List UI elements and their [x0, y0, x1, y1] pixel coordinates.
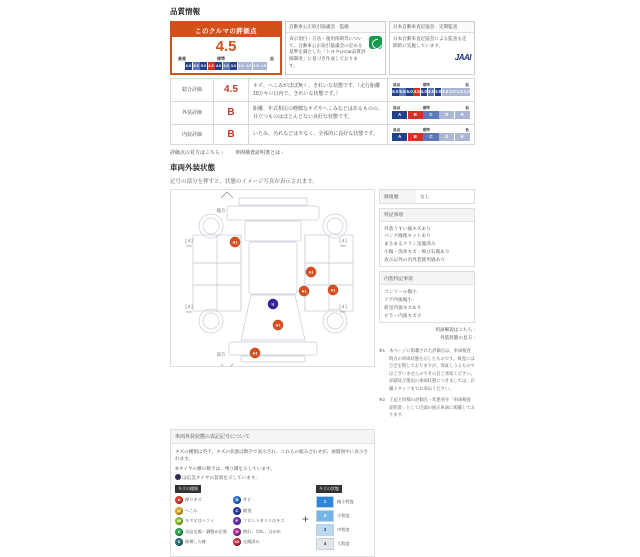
evaluation-scale-cell: 4.0	[420, 89, 428, 94]
evaluation-scale-cell: C	[423, 133, 438, 141]
legend-type-item	[233, 496, 285, 504]
legend-type-caption: キズの種類	[175, 485, 201, 493]
legend-level-chip: 1	[316, 496, 334, 508]
damage-marker-label: A1	[308, 269, 314, 274]
legend-type-dot: XX	[234, 539, 240, 545]
score-scale-cells	[176, 62, 276, 70]
legend-type-dot: A	[175, 496, 183, 504]
exterior-section-title: 車両外装状態	[170, 162, 215, 172]
damage-marker[interactable]	[328, 284, 338, 294]
evaluation-row-description: キズ、へこみがほぼ無く、きれいな状態です。（走行距離10万キロ以内で、きれいな状態です。）	[249, 78, 388, 101]
evaluation-table	[170, 78, 475, 145]
legend-type-dot: B	[233, 496, 241, 504]
legend-type-label: 修理した跡	[185, 539, 206, 545]
tire-depth-value: [ 4 ]	[339, 237, 347, 243]
legend-type-label: 良品交換・調整が必要	[185, 528, 227, 534]
car-diagram-svg[interactable]	[171, 190, 374, 366]
evaluation-row	[171, 124, 475, 144]
evaluation-scale-cell: 4.5	[413, 89, 420, 94]
legend-type-dot: C	[233, 507, 241, 515]
footnotes	[379, 347, 475, 419]
evaluation-scale-cell: 5.0	[406, 89, 413, 94]
legend-level-label: 中程度	[337, 527, 350, 533]
legend-type-dot: H	[233, 528, 241, 536]
tire-depth-value: [ 4 ]	[339, 303, 347, 309]
evaluation-scale-cell: D	[439, 111, 454, 119]
exterior-section-subtitle: 記号の部分を押すと、状態のイメージ写真が表示されます。	[170, 178, 318, 185]
interior-notes-panel	[379, 271, 475, 323]
legend-level-item	[316, 510, 372, 522]
legend-type-dot: X	[175, 528, 183, 536]
evaluation-scale-cell: D	[439, 133, 454, 141]
score-scale-cell: 5.5	[193, 62, 199, 68]
damage-marker[interactable]	[299, 285, 309, 295]
top-link-1[interactable]: 車両検査証明書とは ›	[235, 149, 283, 156]
legend-level-label: 大程度	[337, 541, 350, 547]
evaluation-row	[171, 101, 475, 124]
score-scale-cell: 4.5	[208, 62, 214, 68]
legend-type-label: 擦りキズ	[185, 497, 202, 503]
evaluation-scale-cell: C	[423, 111, 438, 119]
legend-level-chip: 2	[316, 510, 334, 522]
legend-level-item	[316, 538, 372, 550]
cert-box-jaai	[389, 21, 475, 75]
legend-type-dot: P	[233, 517, 241, 525]
legend-level-label: 小程度	[337, 513, 350, 519]
evaluation-scale-cell: 1.0	[463, 89, 470, 94]
legend-type-item	[233, 528, 285, 536]
legend-plus-icon: +	[302, 511, 310, 526]
scale-label-low: 最高	[393, 106, 401, 110]
car-diagram[interactable]	[170, 189, 375, 367]
tire-depth-unit: mm	[186, 243, 192, 248]
interior-note-item: コンソール傷小	[384, 289, 417, 295]
special-note-item: まるまるクリン実施済み	[384, 241, 436, 246]
score-scale	[176, 56, 276, 70]
evaluation-scale-cell: 6.0	[392, 89, 399, 94]
damage-marker-label: A1	[232, 239, 238, 244]
top-summary-row	[170, 21, 475, 75]
damage-marker[interactable]	[230, 236, 240, 246]
legend-title: 車両外装状態の表記記号について	[171, 430, 374, 444]
special-note-item: 表示以外の内外装使用感あり	[384, 256, 445, 262]
emergency-tire-icon	[175, 474, 181, 480]
legend-type-label: キズ又はヘコミ	[185, 518, 215, 524]
interior-note-item: ピラー内張キズ小	[384, 312, 422, 318]
cert-box-jaai-body: 日本自動車査定協会による監査も定期的に実施しています。	[393, 36, 467, 48]
side-link-1[interactable]: 外装状態の見方 ›	[379, 335, 475, 341]
evaluation-scale-cell: 2.0	[449, 89, 456, 94]
legend-type-label: フロントガラスのキズ	[242, 518, 285, 524]
special-note-item: パンク修理キットあり	[384, 233, 431, 239]
tire-depth-value: [ 4 ]	[185, 303, 193, 309]
score-scale-cell: 6.0	[185, 62, 192, 68]
overall-score-value: 4.5	[215, 37, 237, 55]
tire-depth-unit: mm	[186, 309, 192, 314]
top-links	[170, 149, 475, 156]
evaluation-row-label: 内装評価	[171, 124, 214, 144]
evaluation-scale-cell: 1.5	[456, 89, 463, 94]
special-notes-panel	[379, 208, 475, 268]
evaluation-scale-cell: E	[455, 133, 470, 141]
evaluation-scale-cell: B	[408, 111, 423, 119]
score-scale-cell: 3.5	[223, 62, 229, 68]
scale-label-low: 最高	[393, 83, 401, 87]
score-card-heading: このクルマの評価点	[172, 23, 280, 37]
legend-level-chip: 4	[316, 538, 334, 550]
legend-type-dot: W	[175, 517, 183, 525]
exterior-columns	[170, 189, 475, 423]
eco-mark-icon	[369, 36, 382, 49]
legend-level-chip: 3	[316, 524, 334, 536]
report-content	[170, 0, 475, 557]
footnote: ※2 上記と同様の評価点・状態表を「車両検査証明書」として店頭の展示車両に掲載しております。	[379, 397, 475, 418]
scale-label-mid: 標準	[422, 106, 430, 110]
evaluation-scale-cell: 3.5	[427, 89, 435, 94]
score-scale-cell: 1.5	[253, 62, 259, 68]
side-link-0[interactable]: 用語解説はこちら ›	[379, 327, 475, 333]
evaluation-row-label: 外装評価	[171, 101, 214, 124]
evaluation-scale-cell: 2.5	[442, 89, 449, 94]
top-link-0[interactable]: 評価点の見方はこちら ›	[170, 149, 223, 156]
cert-box-jaai-title: 日本自動車査定協会 定期監査	[390, 22, 474, 33]
damage-marker[interactable]	[250, 347, 260, 357]
special-note-item: 外装うすい線キズあり	[384, 225, 431, 231]
legend-level-item	[316, 496, 372, 508]
footnote: ※1 本ページに掲載された評価点は、車両検査時点の車両状態を示したものです。検査には万全を期しておりますが、保証しうるものではございませんのでその旨ご承知ください。詳細及び現況の車両状態につきましては、店舗スタッフまでお尋ねください。	[379, 348, 475, 391]
evaluation-row-label: 総合評価	[171, 78, 214, 101]
evaluation-row-scale	[388, 78, 475, 101]
special-notes-title: 特記事項	[380, 209, 474, 222]
legend-type-item	[175, 538, 227, 546]
legend-type-item	[233, 517, 285, 525]
legend-intro-2: ※タイヤの横の数字は、残り溝を示しています。	[175, 465, 275, 471]
legend-level-label: 極小程度	[337, 499, 354, 505]
damage-marker-label: A1	[330, 287, 336, 292]
legend-level-caption: キズの状態	[316, 485, 342, 493]
damage-marker[interactable]	[306, 266, 316, 276]
page-title: 品質情報	[170, 7, 200, 16]
scale-label-high: 低	[270, 55, 274, 61]
special-note-item: 小傷・洗車キズ・飛び石傷あり	[384, 248, 450, 254]
scale-label-mid: 標準	[217, 55, 225, 61]
evaluation-row	[171, 78, 475, 101]
jaai-logo: JAAI	[454, 53, 471, 63]
legend-level-item	[316, 524, 372, 536]
legend-intro-1: キズの種類は英字、キズの状態は数字で表示され、これらの組み合わせが、展開図中に表示されます。	[175, 448, 369, 462]
evaluation-row-grade: 4.5	[214, 78, 249, 101]
legend-type-label: サビ	[242, 497, 252, 503]
tire-depth-value: [ 4 ]	[185, 237, 193, 243]
evaluation-scale-cell: A	[392, 133, 407, 141]
legend-type-item	[175, 507, 227, 515]
scale-label-mid: 標準	[422, 127, 430, 132]
damage-marker[interactable]	[273, 319, 283, 329]
cert-box-jafa-title: 自動車公正取引協議会 監修	[286, 22, 385, 33]
repair-history-panel	[379, 189, 475, 204]
legend-type-label: 腐食	[242, 507, 252, 513]
scale-label-high: 低	[465, 106, 469, 110]
damage-marker-label: A1	[301, 288, 307, 293]
direction-rear-label: 後方	[216, 207, 226, 213]
cert-box-jafa-body: 表示項目・方法・運用体制等について、自動車公正取引協議会の定める基準を満たした「トヨタU-Car品質評価制度」に基づき作成しております。	[289, 36, 366, 68]
damage-marker-label: U	[271, 301, 275, 306]
tire-depth-unit: mm	[340, 243, 346, 248]
evaluation-scale-cell: E	[455, 111, 470, 119]
evaluation-row-description: 距離、年式相応の軽微なキズやへこみなどはあるものの、目立つものはほとんどない良好な状態です。	[249, 101, 388, 124]
evaluation-row-scale	[388, 101, 475, 124]
repair-history-value: なし	[420, 194, 430, 200]
legend-type-label: 割れ、切れ、はがれ	[242, 528, 282, 534]
tire-depth-unit: mm	[340, 309, 346, 314]
score-card	[170, 21, 282, 75]
score-scale-cell: 4.0	[215, 62, 222, 68]
damage-marker[interactable]	[268, 298, 278, 308]
legend-types	[175, 485, 295, 546]
scale-label-low: 最高	[178, 55, 186, 61]
score-scale-cell: 1.0	[260, 62, 267, 68]
score-scale-cell: 2.0	[245, 62, 252, 68]
legend-box	[170, 429, 375, 557]
scale-label-mid: 標準	[422, 83, 430, 87]
side-links	[379, 327, 475, 341]
special-notes-list	[380, 222, 474, 267]
evaluation-scale-cell: B	[408, 133, 423, 141]
legend-type-label: 交換済み	[242, 539, 260, 545]
legend-type-dot: S	[175, 538, 183, 546]
evaluation-row-description: いたみ、汚れなどは少なく、全体的に良好な状態です。	[249, 124, 388, 144]
score-scale-cell: 3.0	[230, 62, 237, 68]
legend-type-item	[175, 528, 227, 536]
evaluation-scale-cell: A	[392, 111, 407, 119]
direction-front-label: 前方	[216, 351, 226, 357]
cert-box-jafa	[285, 21, 386, 75]
scale-label-high: 低	[465, 83, 469, 87]
scale-label-low: 最高	[393, 127, 401, 132]
damage-marker-label: A1	[252, 350, 258, 355]
side-column	[379, 189, 475, 423]
interior-notes-title: 内装特記事項	[380, 272, 474, 285]
legend-intro-3: は応急タイヤの装着を示しています。	[175, 474, 370, 481]
evaluation-row-scale	[388, 124, 475, 144]
scale-label-high: 低	[465, 127, 469, 132]
interior-notes-list	[380, 285, 474, 322]
legend-type-item	[175, 496, 227, 504]
evaluation-row-grade: B	[214, 124, 249, 144]
evaluation-scale-cell: 5.5	[399, 89, 406, 94]
legend-type-item	[175, 517, 227, 525]
legend-type-item	[233, 538, 285, 546]
legend-type-item	[233, 507, 285, 515]
evaluation-row-grade: B	[214, 101, 249, 124]
evaluation-scale-cell: 3.0	[435, 89, 442, 94]
interior-note-item: 荷室内張キズあり	[384, 304, 422, 310]
interior-note-item: ドア内張傷小	[384, 297, 412, 302]
score-scale-cell: 2.5	[238, 62, 244, 68]
repair-history-label: 修復歴	[380, 190, 416, 203]
damage-marker-label: A1	[275, 322, 281, 327]
legend-type-label: へこみ	[185, 507, 198, 513]
legend-levels	[316, 485, 372, 552]
legend-type-dot: U	[175, 507, 183, 515]
score-scale-cell: 5.0	[200, 62, 207, 68]
